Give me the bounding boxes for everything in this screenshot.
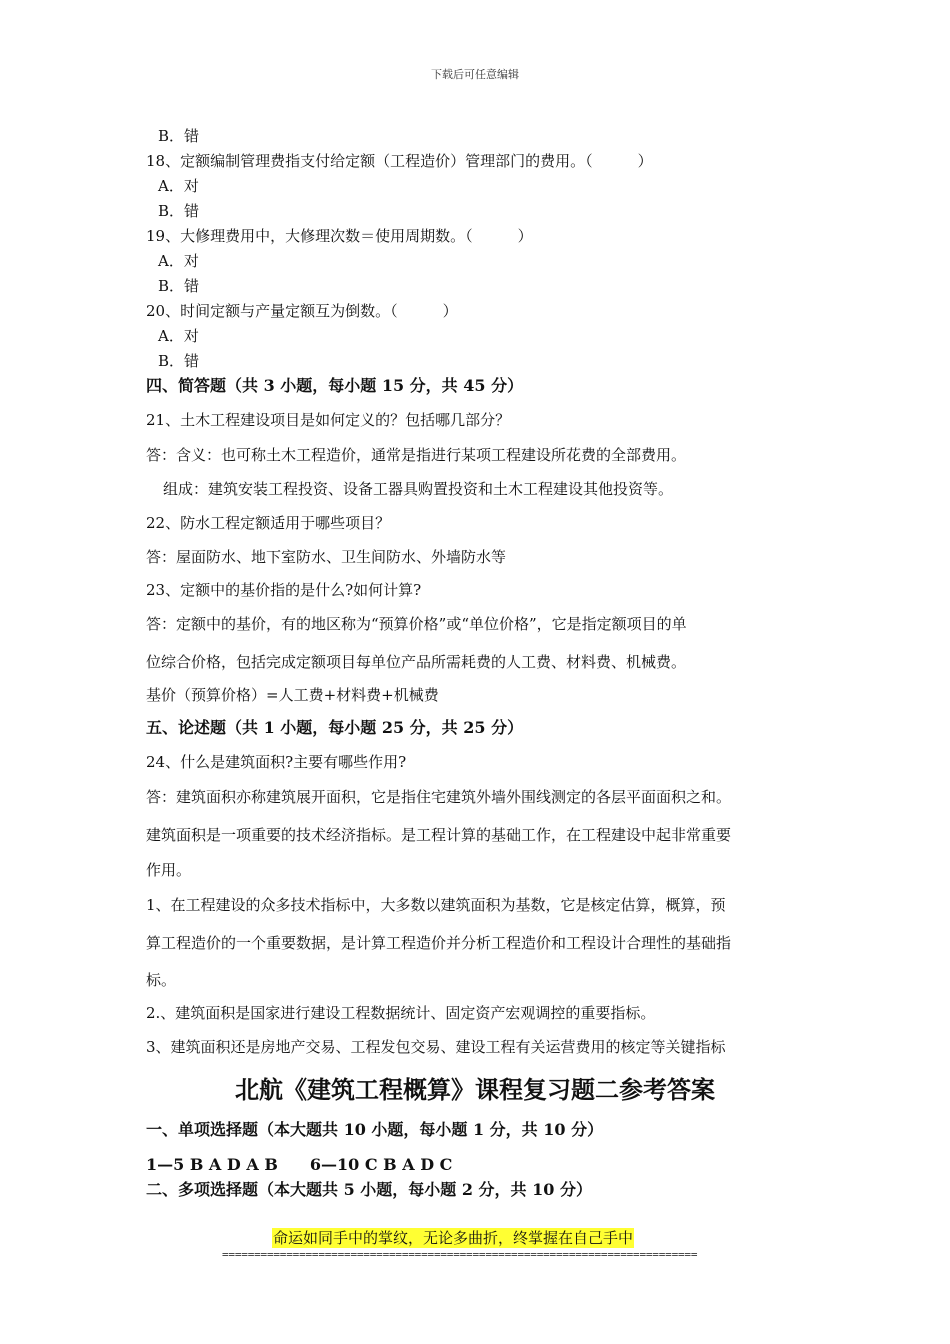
text-line: 1、在工程建设的众多技术指标中，大多数以建筑面积为基数，它是核定估算，概算，预 [146,896,726,914]
text-line: 答：屋面防水、地下室防水、卫生间防水、外墙防水等 [146,548,507,566]
footer-rule: ========================================================================== [222,1248,698,1261]
text-line: B．错 [158,202,200,220]
text-line: 21、土木工程建设项目是如何定义的？包括哪几部分？ [146,411,511,429]
text-line: 答：定额中的基价，有的地区称为“预算价格”或“单位价格”，它是指定额项目的单 [146,615,687,633]
text-line: 19、大修理费用中，大修理次数＝使用周期数。（ ） [146,227,533,245]
footer-motto: 命运如同手中的掌纹，无论多曲折，终掌握在自己手中 [273,1229,634,1247]
text-line: 24、什么是建筑面积?主要有哪些作用? [146,753,407,771]
text-line: B．错 [158,277,200,295]
text-line: 答：含义：也可称土木工程造价，通常是指进行某项工程建设所花费的全部费用。 [146,446,687,464]
section-heading: 1—5 B A D A B 6—10 C B A D C [146,1155,453,1174]
text-line: 23、定额中的基价指的是什么?如何计算? [146,581,422,599]
text-line: B．错 [158,352,200,370]
text-line: 18、定额编制管理费指支付给定额（工程造价）管理部门的费用。（ ） [146,152,653,170]
text-line: 3、建筑面积还是房地产交易、工程发包交易、建设工程有关运营费用的核定等关键指标 [146,1038,726,1056]
section-heading: 一、单项选择题（本大题共 10 小题，每小题 1 分，共 10 分） [146,1120,604,1139]
section-heading: 五、论述题（共 1 小题，每小题 25 分，共 25 分） [146,718,524,737]
text-line: 答：建筑面积亦称建筑展开面积，它是指住宅建筑外墙外围线测定的各层平面面积之和。 [146,788,732,806]
text-line: 算工程造价的一个重要数据，是计算工程造价并分析工程造价和工程设计合理性的基础指 [146,934,732,952]
text-line: A．对 [158,327,199,345]
page-header: 下载后可任意编辑 [431,68,519,81]
text-line: 基价（预算价格）=人工费+材料费+机械费 [146,686,439,704]
document-title: 北航《建筑工程概算》课程复习题二参考答案 [235,1075,715,1104]
text-line: A．对 [158,252,199,270]
text-line: A．对 [158,177,199,195]
text-line: 2.、建筑面积是国家进行建设工程数据统计、固定资产宏观调控的重要指标。 [146,1004,656,1022]
text-line: B．错 [158,127,200,145]
section-heading: 二、多项选择题（本大题共 5 小题，每小题 2 分，共 10 分） [146,1180,592,1199]
text-line: 20、时间定额与产量定额互为倒数。（ ） [146,302,458,320]
text-line: 组成：建筑安装工程投资、设备工器具购置投资和土木工程建设其他投资等。 [163,480,674,498]
text-line: 标。 [146,971,177,989]
text-line: 作用。 [146,861,192,879]
text-line: 位综合价格，包括完成定额项目每单位产品所需耗费的人工费、材料费、机械费。 [146,653,687,671]
section-heading: 四、简答题（共 3 小题，每小题 15 分，共 45 分） [146,376,524,395]
text-line: 22、防水工程定额适用于哪些项目？ [146,514,391,532]
text-line: 建筑面积是一项重要的技术经济指标。是工程计算的基础工作，在工程建设中起非常重要 [146,826,732,844]
